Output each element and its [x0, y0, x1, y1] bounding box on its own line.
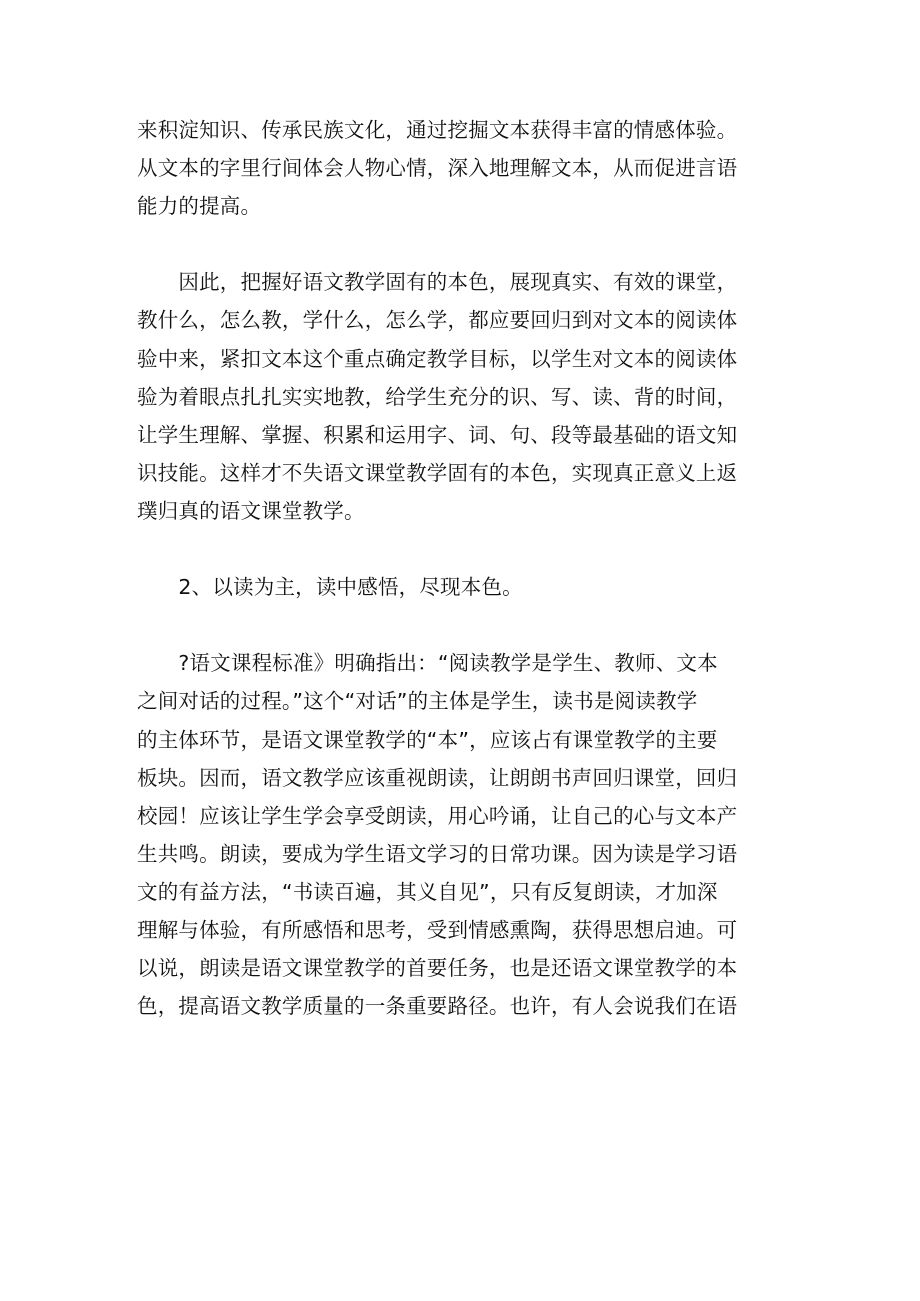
text-line: 来积淀知识、传承民族文化，通过挖掘文本获得丰富的情感体验。	[137, 118, 738, 142]
paragraph-spacer	[137, 606, 767, 644]
text-line: 从文本的字里行间体会人物心情，深入地理解文本，从而促进言语	[137, 156, 738, 181]
text-line: 生共鸣。朗读，要成为学生语文学习的日常功课。因为读是学习语	[137, 841, 738, 866]
text-line: 2、以读为主，读中感悟，尽现本色。	[137, 575, 523, 600]
text-line: 验中来，紧扣文本这个重点确定教学目标，以学生对文本的阅读体	[137, 346, 738, 371]
text-line: 验为着眼点扎扎实实地教，给学生充分的识、写、读、背的时间，	[137, 384, 738, 409]
paragraph-1	[137, 111, 767, 225]
text-line: 教什么，怎么教，学什么，怎么学，都应要回归到对文本的阅读体	[137, 308, 738, 333]
paragraph-spacer	[137, 530, 767, 568]
text-line: 文的有益方法，“书读百遍，其义自见”，只有反复朗读，才加深	[137, 879, 718, 904]
text-line: ?语文课程标准》明确指出：“阅读教学是学生、教师、文本	[137, 651, 718, 676]
text-line: 能力的提高。	[137, 194, 262, 219]
text-line: 让学生理解、掌握、积累和运用字、词、句、段等最基础的语文知	[137, 422, 738, 447]
text-line: 板块。因而，语文教学应该重视朗读，让朗朗书声回归课堂，回归	[137, 765, 738, 790]
text-line: 璞归真的语文课堂教学。	[137, 498, 365, 523]
paragraph-spacer	[137, 225, 767, 263]
text-line: 校园！应该让学生学会享受朗读，用心吟诵，让自己的心与文本产	[137, 803, 738, 828]
document-body	[137, 111, 767, 1025]
text-line: 理解与体验，有所感悟和思考，受到情感熏陶，获得思想启迪。可	[137, 917, 738, 942]
text-line: 识技能。这样才不失语文课堂教学固有的本色，实现真正意义上返	[137, 460, 738, 485]
text-line: 之间对话的过程。”这个“对话”的主体是学生，读书是阅读教学	[137, 689, 698, 714]
paragraph-3	[137, 644, 767, 1025]
text-line: 以说，朗读是语文课堂教学的首要任务，也是还语文课堂教学的本	[137, 956, 738, 981]
text-line: 因此，把握好语文教学固有的本色，展现真实、有效的课堂，	[137, 270, 738, 295]
paragraph-2	[137, 263, 767, 530]
text-line: 色，提高语文教学质量的一条重要路径。也许，有人会说我们在语	[137, 994, 738, 1019]
text-line: 的主体环节，是语文课堂教学的“本”，应该占有课堂教学的主要	[137, 727, 718, 752]
section-heading	[137, 568, 767, 606]
